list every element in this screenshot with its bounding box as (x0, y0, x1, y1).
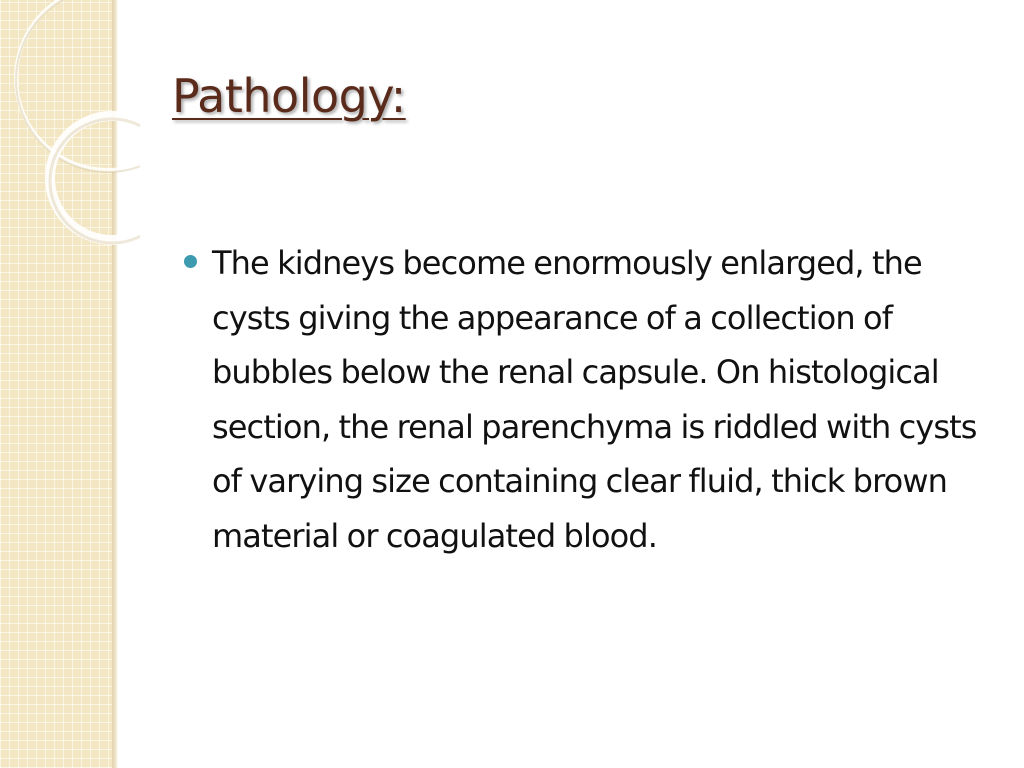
decorative-ring-upper-shadow (16, 0, 140, 172)
decorative-rings (0, 0, 140, 270)
bullet-dot-icon (184, 255, 197, 268)
bullet-list (172, 236, 992, 563)
slide-title: Pathology: (172, 69, 406, 123)
bullet-text: The kidneys become enormously enlarged, the cysts giving the appearance of a collection of bubbles below the renal capsule. On histological section, the renal parenchyma is riddled with cysts of varying size containing clear fluid, thick brown material or coagulated blood. (212, 244, 977, 555)
bullet-item (172, 236, 992, 563)
